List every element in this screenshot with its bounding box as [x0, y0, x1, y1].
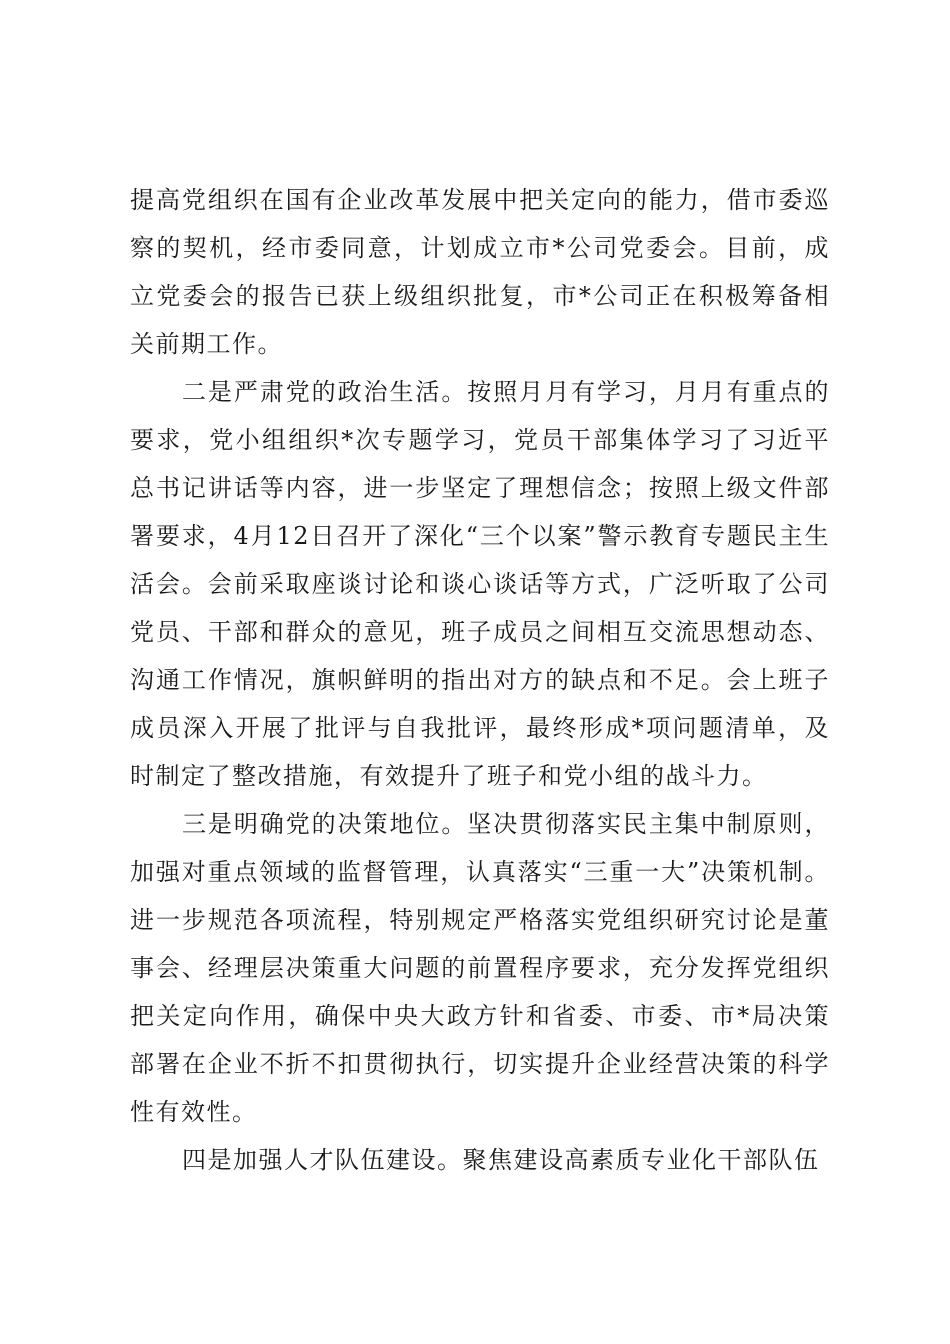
paragraph-continuation: 提高党组织在国有企业改革发展中把关定向的能力，借市委巡察的契机，经市委同意，计划成立市*公司党委会。目前，成立党委会的报告已获上级组织批复，市*公司正在积极筹备相关前期工作。: [130, 186, 830, 358]
paragraph-talent-team: 四是加强人才队伍建设。聚焦建设高素质专业化干部队伍: [182, 1146, 820, 1174]
paragraph-political-life: 二是严肃党的政治生活。按照月月有学习，月月有重点的要求，党小组组织*次专题学习，党员干部集体学习了习近平总书记讲话等内容，进一步坚定了理想信念；按照上级文件部署要求，4月12日召开了深化“三个以案”警示教育专题民主生活会。会前采取座谈讨论和谈心谈话等方式，广泛听取了公司党员、干部和群众的意见，班子成员之间相互交流思想动态、沟通工作情况，旗帜鲜明的指出对方的缺点和不足。会上班子成员深入开展了批评与自我批评，最终形成*项问题清单，及时制定了整改措施，有效提升了班子和党小组的战斗力。: [130, 378, 830, 790]
document-body: [130, 176, 830, 1184]
paragraph-decision-status: 三是明确党的决策地位。坚决贯彻落实民主集中制原则，加强对重点领域的监督管理，认真落实“三重一大”决策机制。进一步规范各项流程，特别规定严格落实党组织研究讨论是董事会、经理层决策重大问题的前置程序要求，充分发挥党组织把关定向作用，确保中央大政方针和省委、市委、市*局决策部署在企业不折不扣贯彻执行，切实提升企业经营决策的科学性有效性。: [130, 810, 830, 1126]
